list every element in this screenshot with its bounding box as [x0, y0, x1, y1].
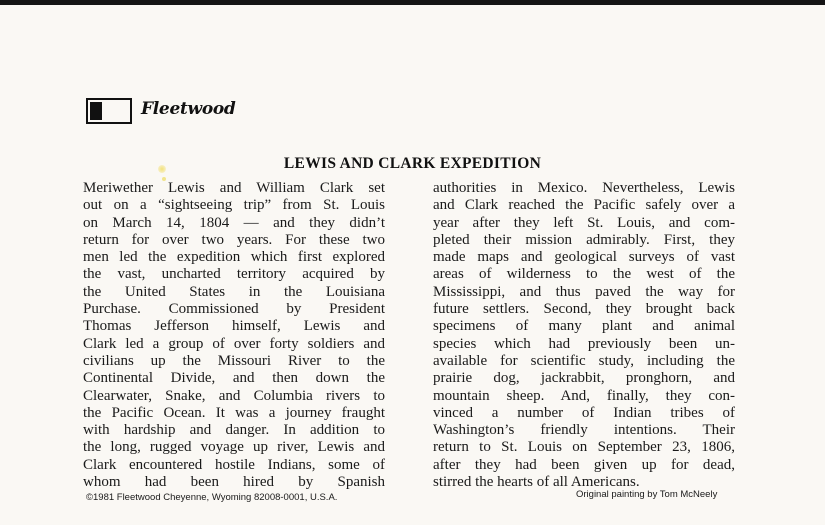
- text-line: made maps and geological surveys of vast: [433, 249, 735, 266]
- text-line: with hardship and danger. In addition to: [83, 422, 385, 439]
- left-text-column: [83, 180, 385, 491]
- text-line: on March 14, 1804 — and they didn’t: [83, 214, 385, 231]
- text-line: out on a “sightseeing trip” from St. Louis: [83, 197, 385, 214]
- text-line: stirred the hearts of all Americans.: [433, 474, 640, 491]
- text-line: after they had been given up for dead,: [433, 456, 735, 473]
- text-line: return to St. Louis on September 23, 1806,: [433, 439, 735, 456]
- right-text-column: [433, 180, 735, 491]
- painting-credit: Original painting by Tom McNeely: [576, 489, 718, 500]
- text-line: year after they left St. Louis, and com-: [433, 214, 735, 231]
- logo-box-icon: [86, 98, 132, 124]
- text-line: Clark led a group of over forty soldiers and: [83, 335, 385, 352]
- text-line: men led the expedition which first explored: [83, 249, 385, 266]
- text-line: mountain sheep. And, finally, they con-: [433, 387, 735, 404]
- text-line: Continental Divide, and then down the: [83, 370, 385, 387]
- text-line: Washington’s friendly intentions. Their: [433, 422, 735, 439]
- page-title: LEWIS AND CLARK EXPEDITION: [283, 155, 542, 172]
- top-edge-band: [0, 0, 825, 5]
- text-line: vinced a number of Indian tribes of: [433, 404, 735, 421]
- logo-box-fill: [90, 102, 102, 120]
- text-line: and Clark reached the Pacific safely over a: [433, 197, 735, 214]
- text-line: available for scientific study, including the: [433, 352, 735, 369]
- text-line: areas of wilderness to the west of the: [433, 266, 735, 283]
- text-line: the United States in the Louisiana: [83, 283, 385, 300]
- text-line: Clearwater, Snake, and Columbia rivers to: [83, 387, 385, 404]
- copyright-notice: ©1981 Fleetwood Cheyenne, Wyoming 82008-0001, U.S.A.: [86, 492, 338, 503]
- text-line: future settlers. Second, they brought back: [433, 301, 735, 318]
- text-line: whom had been hired by Spanish: [83, 474, 385, 491]
- logo-wordmark: Fleetwood: [141, 99, 236, 119]
- text-line: the Pacific Ocean. It was a journey fraught: [83, 404, 385, 421]
- text-line: Meriwether Lewis and William Clark set: [83, 180, 385, 196]
- text-line: authorities in Mexico. Nevertheless, Lewis: [433, 180, 735, 196]
- text-line: Thomas Jefferson himself, Lewis and: [83, 318, 385, 335]
- text-line: the vast, uncharted territory acquired by: [83, 266, 385, 283]
- text-line: prairie dog, jackrabbit, pronghorn, and: [433, 370, 735, 387]
- text-line: return for over two years. For these two: [83, 231, 385, 248]
- fleetwood-logo: [86, 98, 256, 128]
- text-line: species which had previously been un-: [433, 335, 735, 352]
- text-line: Mississippi, and thus paved the way for: [433, 283, 735, 300]
- text-line: specimens of many plant and animal: [433, 318, 735, 335]
- text-line: the long, rugged voyage up river, Lewis and: [83, 439, 385, 456]
- text-line: pleted their mission admirably. First, they: [433, 231, 735, 248]
- text-line: Clark encountered hostile Indians, some of: [83, 456, 385, 473]
- text-line: Purchase. Commissioned by President: [83, 301, 385, 318]
- text-line: civilians up the Missouri River to the: [83, 352, 385, 369]
